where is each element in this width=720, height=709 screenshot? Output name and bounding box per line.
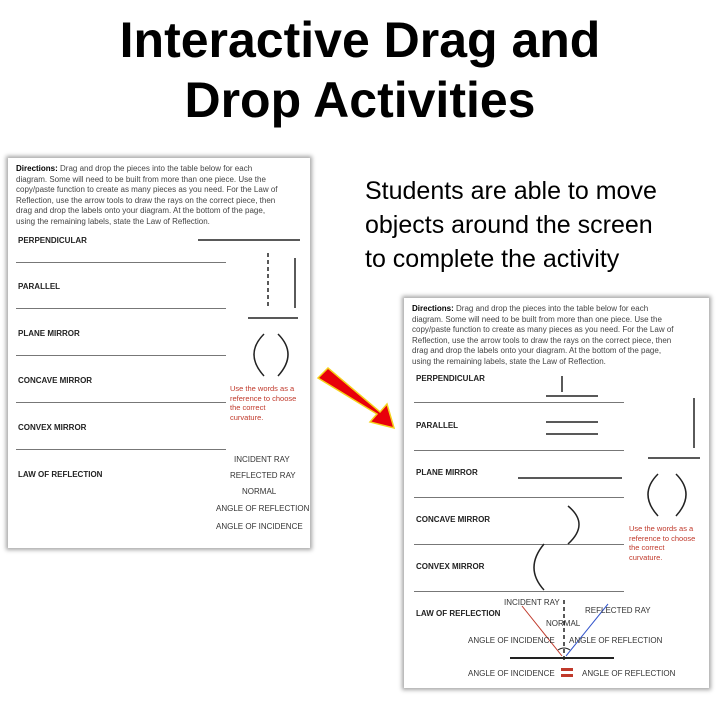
word-angle-of-incidence[interactable]: ANGLE OF INCIDENCE [468, 669, 555, 678]
row-label-parallel: PARALLEL [416, 421, 459, 430]
row-label-concave-mirror: CONCAVE MIRROR [18, 376, 93, 385]
directions-line: Reflection, use the arrow tools to draw the rays on the correct piece, then [412, 335, 672, 345]
description-text [365, 174, 715, 276]
title-line-2: Drop Activities [184, 72, 536, 128]
row-label-concave-mirror: CONCAVE MIRROR [416, 515, 491, 524]
row-label-parallel: PARALLEL [18, 282, 61, 291]
piece-curve-right[interactable] [278, 334, 288, 376]
directions-line: drag and drop the labels onto your diagram. At the bottom of the page, [412, 346, 662, 355]
placed-pieces [404, 298, 709, 688]
row-label-perpendicular: PERPENDICULAR [18, 236, 87, 245]
word-incident-ray[interactable]: INCIDENT RAY [504, 598, 560, 607]
note-line: the correct [230, 403, 266, 412]
row-label-convex-mirror: CONVEX MIRROR [18, 423, 87, 432]
note-line: reference to choose [629, 533, 696, 543]
arrow-shape [318, 368, 394, 428]
word-angle-of-reflection[interactable]: ANGLE OF REFLECTION [582, 669, 676, 678]
curvature-note [629, 524, 695, 562]
incident-ray-arrow[interactable] [522, 606, 562, 656]
equals-bar-top [561, 668, 573, 671]
piece-curve-left[interactable] [254, 334, 264, 376]
worksheet-before [8, 158, 310, 548]
row-label-plane-mirror: PLANE MIRROR [416, 468, 478, 477]
note-line: curvature. [629, 552, 663, 562]
word-angle-of-incidence[interactable]: ANGLE OF INCIDENCE [216, 522, 303, 531]
word-reflected-ray[interactable]: REFLECTED RAY [585, 606, 651, 615]
note-line: Use the words as a [230, 384, 295, 393]
note-line: curvature. [230, 412, 264, 422]
description-line-1: Students are able to move [365, 177, 657, 205]
word-angle-of-reflection-placed[interactable]: ANGLE OF REFLECTION [569, 636, 663, 645]
word-normal[interactable]: NORMAL [546, 619, 581, 628]
note-line: reference to choose [230, 393, 297, 403]
directions-line: diagram. Some will need to be built from more than one piece. Use the [16, 174, 266, 184]
directions-line: Reflection, use the arrow tools to draw the rays on the correct piece, then [16, 195, 276, 205]
word-angle-of-incidence-placed[interactable]: ANGLE OF INCIDENCE [468, 636, 555, 645]
piece-concave-curve[interactable] [568, 506, 579, 544]
curvature-note [230, 384, 296, 422]
row-label-convex-mirror: CONVEX MIRROR [416, 562, 485, 571]
note-line: Use the words as a [629, 524, 694, 533]
directions-line: Drag and drop the pieces into the table below for each [453, 304, 649, 313]
worksheet-after [404, 298, 709, 688]
description-line-2: objects around the screen [365, 211, 653, 239]
equals-bar-bottom [561, 674, 573, 677]
row-label-perpendicular: PERPENDICULAR [416, 374, 485, 383]
piece-curve-right[interactable] [676, 474, 686, 516]
word-angle-of-reflection[interactable]: ANGLE OF REFLECTION [216, 504, 310, 513]
directions-line: copy/paste function to create as many pieces as you need. For the Law of [16, 185, 278, 194]
directions-line: drag and drop the labels onto your diagram. At the bottom of the page, [16, 206, 266, 215]
directions-line: copy/paste function to create as many pieces as you need. For the Law of [412, 325, 674, 334]
row-label-law-of-reflection: LAW OF REFLECTION [416, 609, 501, 618]
word-normal[interactable]: NORMAL [242, 487, 277, 496]
page-title [0, 10, 720, 130]
note-line: the correct [629, 543, 665, 552]
row-label-law-of-reflection: LAW OF REFLECTION [18, 470, 103, 479]
directions-label: Directions: [412, 304, 454, 313]
row-label-plane-mirror: PLANE MIRROR [18, 329, 80, 338]
word-reflected-ray[interactable]: REFLECTED RAY [230, 471, 296, 480]
directions-line: diagram. Some will need to be built from more than one piece. Use the [412, 314, 662, 324]
directions-line: using the remaining labels, state the Law of Reflection. [412, 356, 606, 366]
directions-line: Drag and drop the pieces into the table below for each [57, 164, 253, 173]
piece-curve-left[interactable] [648, 474, 658, 516]
directions-line: using the remaining labels, state the Law of Reflection. [16, 216, 210, 226]
title-line-1: Interactive Drag and [119, 12, 601, 68]
word-incident-ray[interactable]: INCIDENT RAY [234, 455, 290, 464]
piece-convex-curve[interactable] [534, 544, 544, 590]
directions-label: Directions: [16, 164, 58, 173]
description-line-3: to complete the activity [365, 245, 620, 273]
